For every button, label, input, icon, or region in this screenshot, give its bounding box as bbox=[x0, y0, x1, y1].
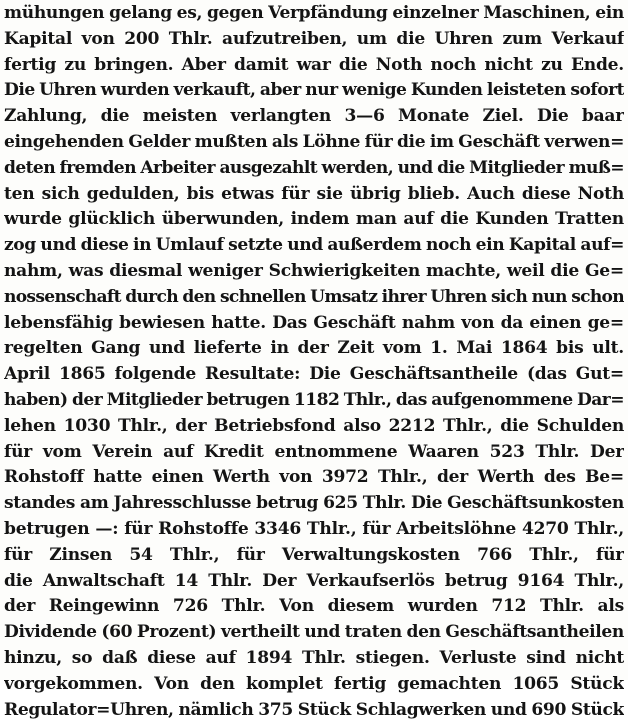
text-line: haben) der Mitglieder betrugen 1182 Thlr., das aufgenommene Dar= bbox=[4, 389, 624, 410]
text-line: vorgekommen. Von den komplet fertig gemachten 1065 Stück bbox=[4, 673, 624, 694]
text-line: Dividende (60 Prozent) vertheilt und traten den Geschäftsantheilen bbox=[4, 622, 624, 643]
text-line: standes am Jahresschlusse betrug 625 Thlr. Die Geschäftsunkosten bbox=[4, 493, 624, 514]
text-line: für Zinsen 54 Thlr., für Verwaltungskosten 766 Thlr., für bbox=[4, 544, 624, 565]
text-line: nossenschaft durch den schnellen Umsatz ihrer Uhren sich nun schon bbox=[4, 286, 624, 307]
text-line: Kapital von 200 Thlr. aufzutreiben, um die Uhren zum Verkauf bbox=[4, 28, 624, 49]
text-line: eingehenden Gelder mußten als Löhne für die im Geschäft verwen= bbox=[4, 131, 624, 152]
text-line: zog und diese in Umlauf setzte und außerdem noch ein Kapital auf= bbox=[4, 235, 624, 256]
text-line: Die Uhren wurden verkauft, aber nur wenige Kunden leisteten sofort bbox=[4, 80, 624, 101]
text-line: ten sich gedulden, bis etwas für sie übrig blieb. Auch diese Noth bbox=[4, 183, 624, 204]
text-line: hinzu, so daß diese auf 1894 Thlr. stiegen. Verluste sind nicht bbox=[4, 647, 624, 668]
text-line: deten fremden Arbeiter ausgezahlt werden, und die Mitglieder muß= bbox=[4, 157, 624, 178]
text-line: nahm, was diesmal weniger Schwierigkeiten machte, weil die Ge= bbox=[4, 260, 624, 281]
text-line: der Reingewinn 726 Thlr. Von diesem wurden 712 Thlr. als bbox=[4, 596, 624, 617]
text-line: betrugen —: für Rohstoffe 3346 Thlr., für Arbeitslöhne 4270 Thlr., bbox=[4, 518, 624, 539]
text-line: für vom Verein auf Kredit entnommene Waaren 523 Thlr. Der bbox=[4, 441, 624, 462]
text-line: lehen 1030 Thlr., der Betriebsfond also 2212 Thlr., die Schulden bbox=[4, 415, 624, 436]
text-line: Regulator=Uhren, nämlich 375 Stück Schlagwerken und 690 Stück bbox=[4, 699, 624, 720]
text-line: wurde glücklich überwunden, indem man auf die Kunden Tratten bbox=[4, 209, 624, 230]
text-line: Zahlung, die meisten verlangten 3—6 Monate Ziel. Die baar bbox=[4, 106, 624, 127]
text-line: April 1865 folgende Resultate: Die Geschäftsantheile (das Gut= bbox=[4, 364, 624, 385]
text-line: Rohstoff hatte einen Werth von 3972 Thlr., der Werth des Be= bbox=[4, 467, 624, 488]
text-line: regelten Gang und lieferte in der Zeit vom 1. Mai 1864 bis ult. bbox=[4, 338, 624, 359]
text-line: mühungen gelang es, gegen Verpfändung einzelner Maschinen, ein bbox=[4, 3, 624, 23]
body-text bbox=[4, 1, 624, 723]
text-line: lebensfähig bewiesen hatte. Das Geschäft nahm von da einen ge= bbox=[4, 312, 624, 333]
text-line: die Anwaltschaft 14 Thlr. Der Verkaufserlös betrug 9164 Thlr., bbox=[4, 570, 624, 591]
text-line: fertig zu bringen. Aber damit war die Noth noch nicht zu Ende. bbox=[4, 54, 624, 75]
